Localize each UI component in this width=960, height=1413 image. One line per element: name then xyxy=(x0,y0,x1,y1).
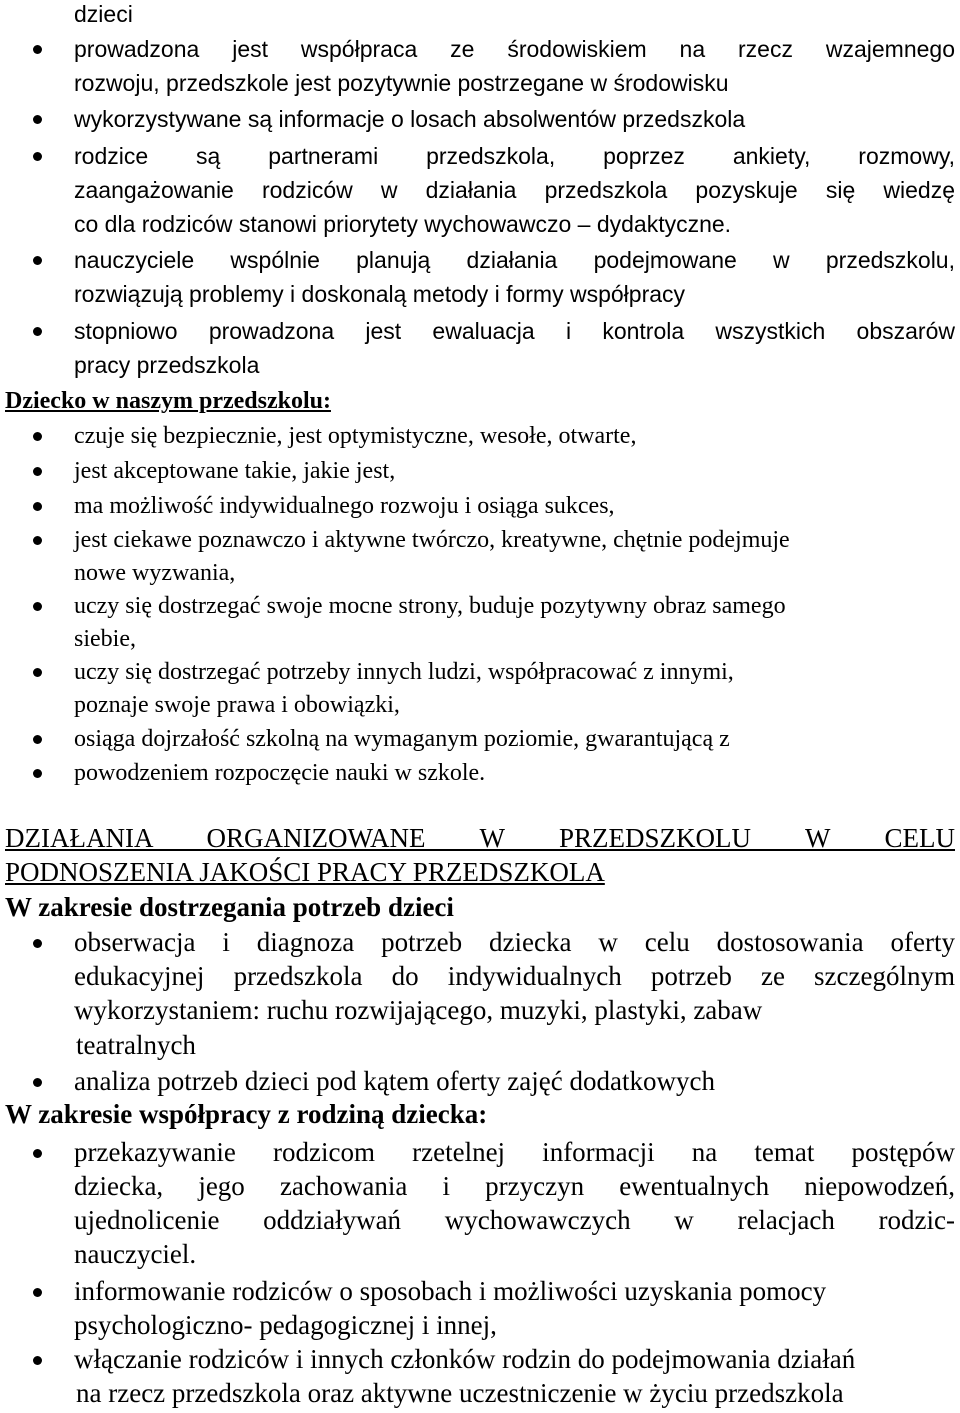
bullet-icon xyxy=(33,735,42,744)
list-item-cont: rozwoju, przedszkole jest pozytywnie postrzegane w środowisku xyxy=(74,70,729,96)
list-item-cont: psychologiczno- pedagogicznej i innej, xyxy=(74,1310,497,1340)
bullet-icon xyxy=(33,939,42,948)
list-item-cont: nowe wyzwania, xyxy=(74,560,236,586)
list-item-cont: pracy przedszkola xyxy=(74,352,260,378)
bullet-icon xyxy=(33,327,42,336)
list-item: uczy się dostrzegać potrzeby innych ludzi, współpracować z innymi, xyxy=(74,659,734,685)
bullet-icon xyxy=(33,1288,42,1297)
list-item: uczy się dostrzegać swoje mocne strony, buduje pozytywny obraz samego xyxy=(74,593,786,619)
list-item: ma możliwość indywidualnego rozwoju i osiąga sukces, xyxy=(74,493,615,519)
list-item: analiza potrzeb dzieci pod kątem oferty zajęć dodatkowych xyxy=(74,1066,715,1096)
list-item: informowanie rodziców o sposobach i możliwości uzyskania pomocy xyxy=(74,1276,827,1306)
list-item: nauczyciele wspólnie planują działania podejmowane w przedszkolu, xyxy=(74,247,955,273)
list-item: włączanie rodziców i innych członków rodzin do podejmowania działań xyxy=(74,1344,856,1374)
bullet-icon xyxy=(33,668,42,677)
bullet-icon xyxy=(33,115,42,124)
list-item-cont: zaangażowanie rodziców w działania przedszkola pozyskuje się wiedzę xyxy=(74,177,955,203)
list-item-cont: siebie, xyxy=(74,626,136,652)
list-item-cont: nauczyciel. xyxy=(74,1239,197,1269)
bullet-icon xyxy=(33,1149,42,1158)
list-item-cont: edukacyjnej przedszkola do indywidualnych potrzeb ze szczególnym xyxy=(74,961,955,991)
list-item-cont: teatralnych xyxy=(76,1030,196,1060)
list-item: przekazywanie rodzicom rzetelnej informacji na temat postępów xyxy=(74,1137,955,1167)
list-item: prowadzona jest współpraca ze środowiskiem na rzecz wzajemnego xyxy=(74,36,955,62)
list-item-cont: dziecka, jego zachowania i przyczyn ewentualnych niepowodzeń, xyxy=(74,1171,955,1201)
bullet-icon xyxy=(33,602,42,611)
bullet-icon xyxy=(33,502,42,511)
list-item-cont: wykorzystaniem: ruchu rozwijającego, muzyki, plastyki, zabaw xyxy=(74,995,763,1025)
bullet-icon xyxy=(33,152,42,161)
bullet-icon xyxy=(33,1078,42,1087)
list-item: rodzice są partnerami przedszkola, poprzez ankiety, rozmowy, xyxy=(74,143,955,169)
list-item: jest ciekawe poznawczo i aktywne twórczo, kreatywne, chętnie podejmuje xyxy=(74,527,790,553)
list-item: czuje się bezpiecznie, jest optymistyczne, wesołe, otwarte, xyxy=(74,423,637,449)
list-item-cont: na rzecz przedszkola oraz aktywne uczestniczenie w życiu przedszkola xyxy=(76,1378,844,1408)
text-line: dzieci xyxy=(74,1,133,27)
list-item: powodzeniem rozpoczęcie nauki w szkole. xyxy=(74,760,486,786)
bullet-icon xyxy=(33,769,42,778)
subsection-heading: W zakresie dostrzegania potrzeb dzieci xyxy=(5,892,454,922)
list-item: osiąga dojrzałość szkolną na wymaganym poziomie, gwarantującą z xyxy=(74,726,730,752)
section-title: DZIAŁANIA ORGANIZOWANE W PRZEDSZKOLU W CELU xyxy=(5,823,955,853)
list-item-cont: ujednolicenie oddziaływań wychowawczych w relacjach rodzic- xyxy=(74,1205,955,1235)
bullet-icon xyxy=(33,1356,42,1365)
list-item: wykorzystywane są informacje o losach absolwentów przedszkola xyxy=(74,106,746,132)
list-item-cont: poznaje swoje prawa i obowiązki, xyxy=(74,692,400,718)
bullet-icon xyxy=(33,467,42,476)
section-title: PODNOSZENIA JAKOŚCI PRACY PRZEDSZKOLA xyxy=(5,857,605,887)
subsection-heading: W zakresie współpracy z rodziną dziecka: xyxy=(5,1099,488,1129)
bullet-icon xyxy=(33,536,42,545)
bullet-icon xyxy=(33,45,42,54)
list-item: obserwacja i diagnoza potrzeb dziecka w celu dostosowania oferty xyxy=(74,927,955,957)
list-item: jest akceptowane takie, jakie jest, xyxy=(74,458,396,484)
list-item: stopniowo prowadzona jest ewaluacja i kontrola wszystkich obszarów xyxy=(74,318,955,344)
bullet-icon xyxy=(33,432,42,441)
list-item-cont: rozwiązują problemy i doskonalą metody i formy współpracy xyxy=(74,281,686,307)
bullet-icon xyxy=(33,256,42,265)
section-heading: Dziecko w naszym przedszkolu: xyxy=(5,388,331,414)
list-item-cont: co dla rodziców stanowi priorytety wychowawczo – dydaktyczne. xyxy=(74,211,732,237)
